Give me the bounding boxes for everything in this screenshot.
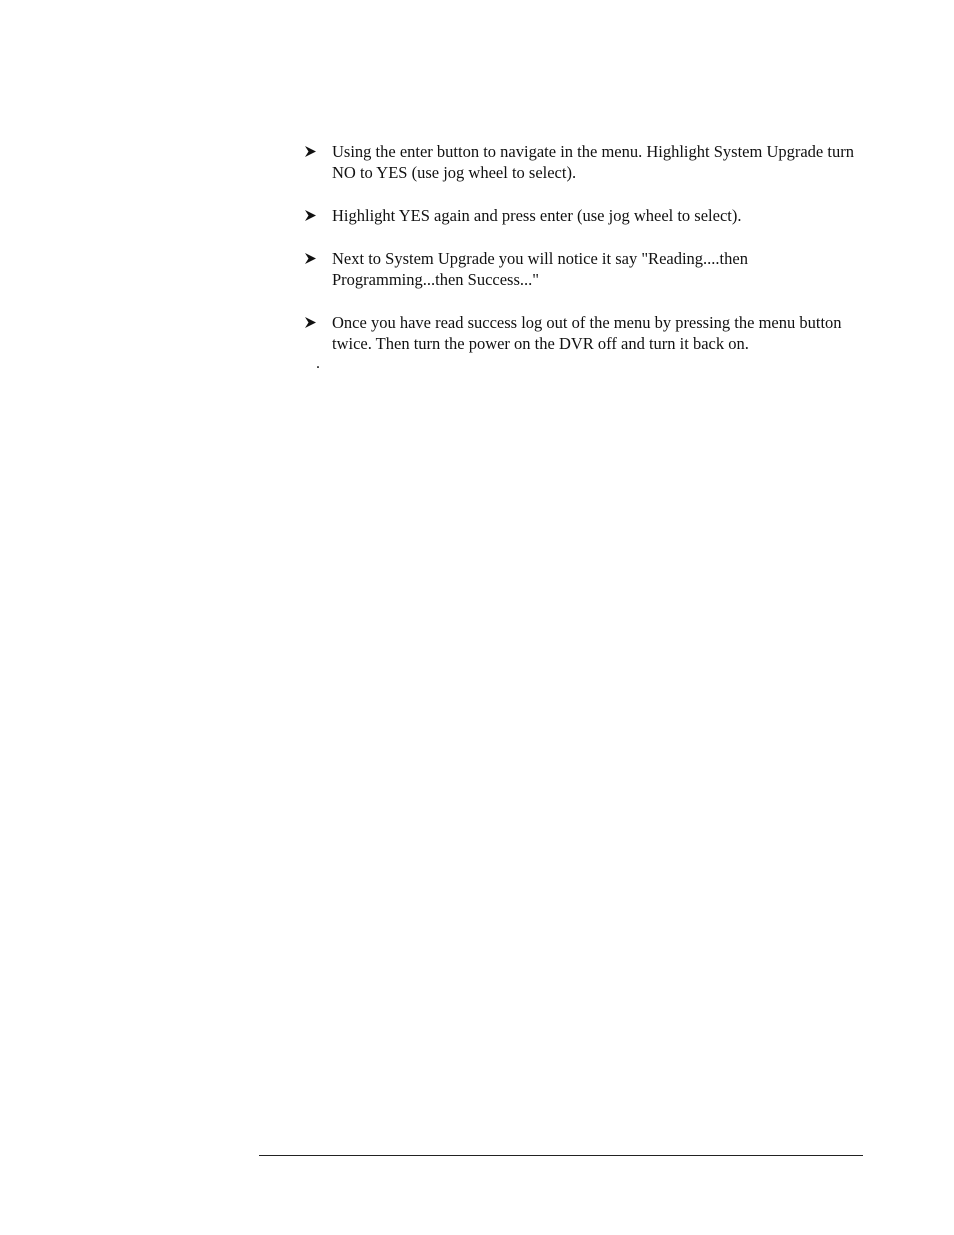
list-item — [304, 205, 864, 226]
list-item — [304, 248, 864, 290]
step-text: Using the enter button to navigate in the menu. Highlight System Upgrade turn NO to YES (use jog wheel to select). — [332, 142, 854, 182]
step-text: Once you have read success log out of the menu by pressing the menu button twice. Then turn the power on the DVR off and turn it back on. — [332, 313, 842, 353]
trailing-period: . — [316, 355, 320, 372]
step-text: Next to System Upgrade you will notice it say "Reading....then Programming...then Success..." — [332, 249, 748, 289]
arrowhead-bullet-icon — [304, 248, 332, 269]
step-text: Highlight YES again and press enter (use jog wheel to select). — [332, 206, 742, 225]
instruction-list — [304, 141, 864, 354]
arrowhead-bullet-icon — [304, 205, 332, 226]
list-item — [304, 312, 864, 354]
list-item — [304, 141, 864, 183]
arrowhead-bullet-icon — [304, 141, 332, 162]
arrowhead-bullet-icon — [304, 312, 332, 333]
footer-divider — [259, 1155, 863, 1156]
